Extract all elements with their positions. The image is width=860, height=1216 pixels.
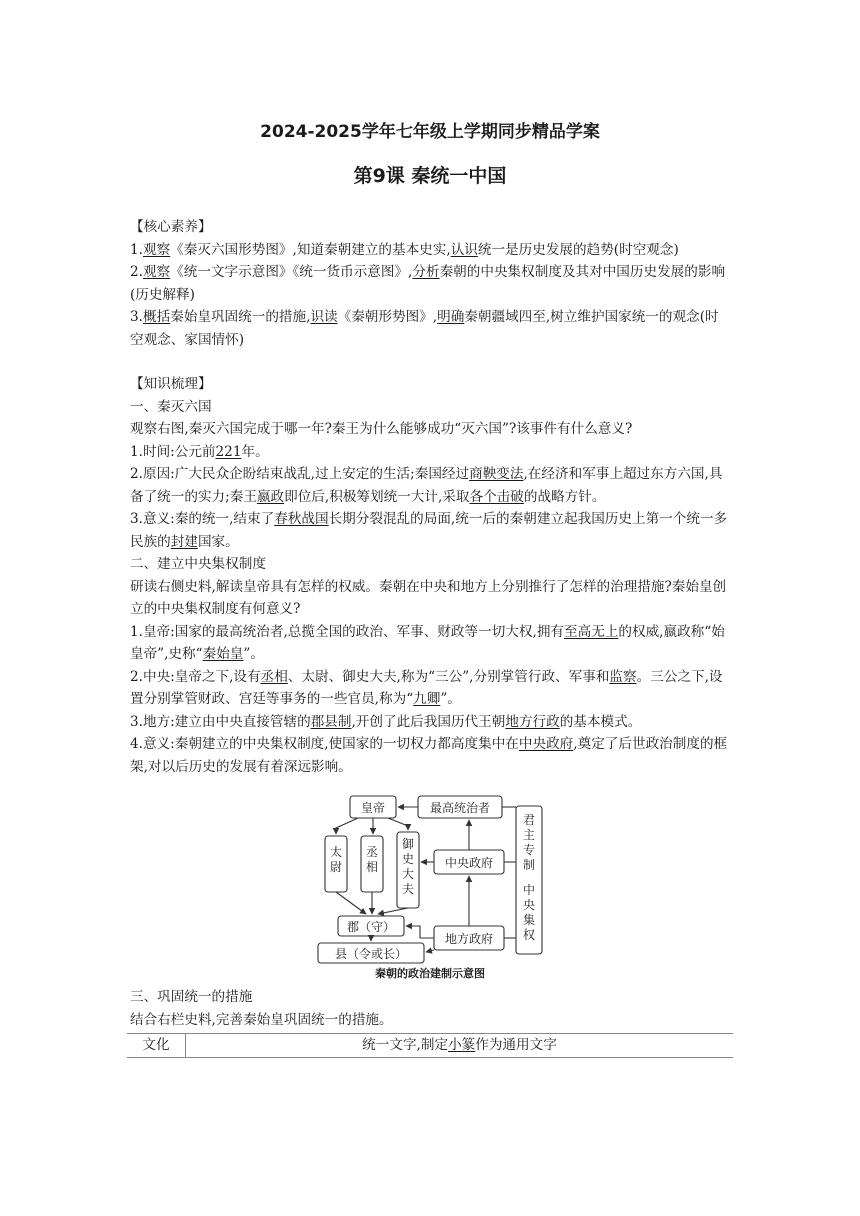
s1-reason: 2.原因:广大民众企盼结束战乱,过上安定的生活;秦国经过商鞅变法,在经济和军事上超过东方六国,具备了统一的实力;秦王嬴政即位后,积极筹划统一大计,采取各个击破的战略方针。	[130, 466, 723, 505]
core-item-1: 1.观察《秦灭六国形势图》,知道秦朝建立的基本史实,认识统一是历史发展的趋势(时空观念)	[130, 241, 679, 258]
qin-political-diagram	[130, 786, 730, 986]
label-side-2: 中央集权	[522, 883, 536, 942]
section-1-question: 观察右图,秦灭六国完成于哪一年?秦王为什么能够成功“灭六国”?该事件有什么意义?	[130, 421, 633, 437]
content-body	[130, 216, 730, 1058]
label-central: 中央政府	[444, 856, 494, 870]
diagram-caption: 秦朝的政治建制示意图	[375, 967, 485, 980]
label-chengxiang: 丞相	[365, 845, 379, 874]
row-key: 文化	[127, 1034, 186, 1058]
section-3-title: 三、巩固统一的措施	[130, 989, 253, 1005]
section-2-title: 二、建立中央集权制度	[130, 556, 266, 572]
document-title: 2024-2025学年七年级上学期同步精品学案	[260, 122, 600, 142]
s2-central: 2.中央:皇帝之下,设有丞相、太尉、御史大夫,称为“三公”,分别掌管行政、军事和监察。三公之下,设置分别掌管财政、宫廷等事务的一些官员,称为“九卿”。	[130, 668, 723, 707]
s2-local: 3.地方:建立由中央直接管辖的郡县制,开创了此后我国历代王朝地方行政的基本模式。	[130, 713, 642, 730]
row-value: 统一文字,制定小篆作为通用文字	[186, 1034, 734, 1058]
label-yushi: 御史大夫	[401, 837, 415, 896]
label-supreme: 最高统治者	[429, 801, 491, 815]
lesson-title: 第9课 秦统一中国	[353, 165, 507, 187]
knowledge-heading: 【知识梳理】	[130, 376, 212, 392]
section-1-title: 一、秦灭六国	[130, 398, 212, 415]
table-row	[127, 1034, 733, 1058]
label-jun: 郡（守）	[346, 920, 396, 934]
label-emperor: 皇帝	[360, 801, 386, 815]
s1-significance: 3.意义:秦的统一,结束了春秋战国长期分裂混乱的局面,统一后的秦朝建立起我国历史上第一个统一多民族的封建国家。	[130, 511, 728, 550]
s2-significance: 4.意义:秦朝建立的中央集权制度,使国家的一切权力都高度集中在中央政府,奠定了后世政治制度的框架,对以后历史的发展有着深远影响。	[130, 736, 728, 775]
label-xian: 县（令或长）	[334, 947, 408, 961]
s2-emperor: 1.皇帝:国家的最高统治者,总揽全国的政治、军事、财政等一切大权,拥有至高无上的权威,嬴政称“始皇帝”,史称“秦始皇”。	[130, 623, 725, 662]
label-local: 地方政府	[444, 932, 494, 946]
label-side-1: 君主专制	[522, 813, 536, 872]
s1-time: 1.时间:公元前221年。	[130, 443, 269, 460]
label-taiwei: 太尉	[329, 845, 343, 874]
core-item-2: 2.观察《统一文字示意图》《统一货币示意图》,分析秦朝的中央集权制度及其对中国历史发展的影响(历史解释)	[130, 264, 726, 303]
diagram-svg	[130, 786, 730, 966]
section-2-question: 研读右侧史料,解读皇帝具有怎样的权威。秦朝在中央和地方上分别推行了怎样的治理措施?秦始皇创立的中央集权制度有何意义?	[130, 578, 727, 617]
core-item-3: 3.概括秦始皇巩固统一的措施,识读《秦朝形势图》,明确秦朝疆域四至,树立维护国家统一的观念(时空观念、家国情怀)	[130, 309, 719, 348]
measures-table	[127, 1033, 733, 1058]
section-3-intro: 结合右栏史料,完善秦始皇巩固统一的措施。	[130, 1011, 393, 1028]
core-heading: 【核心素养】	[130, 219, 212, 235]
